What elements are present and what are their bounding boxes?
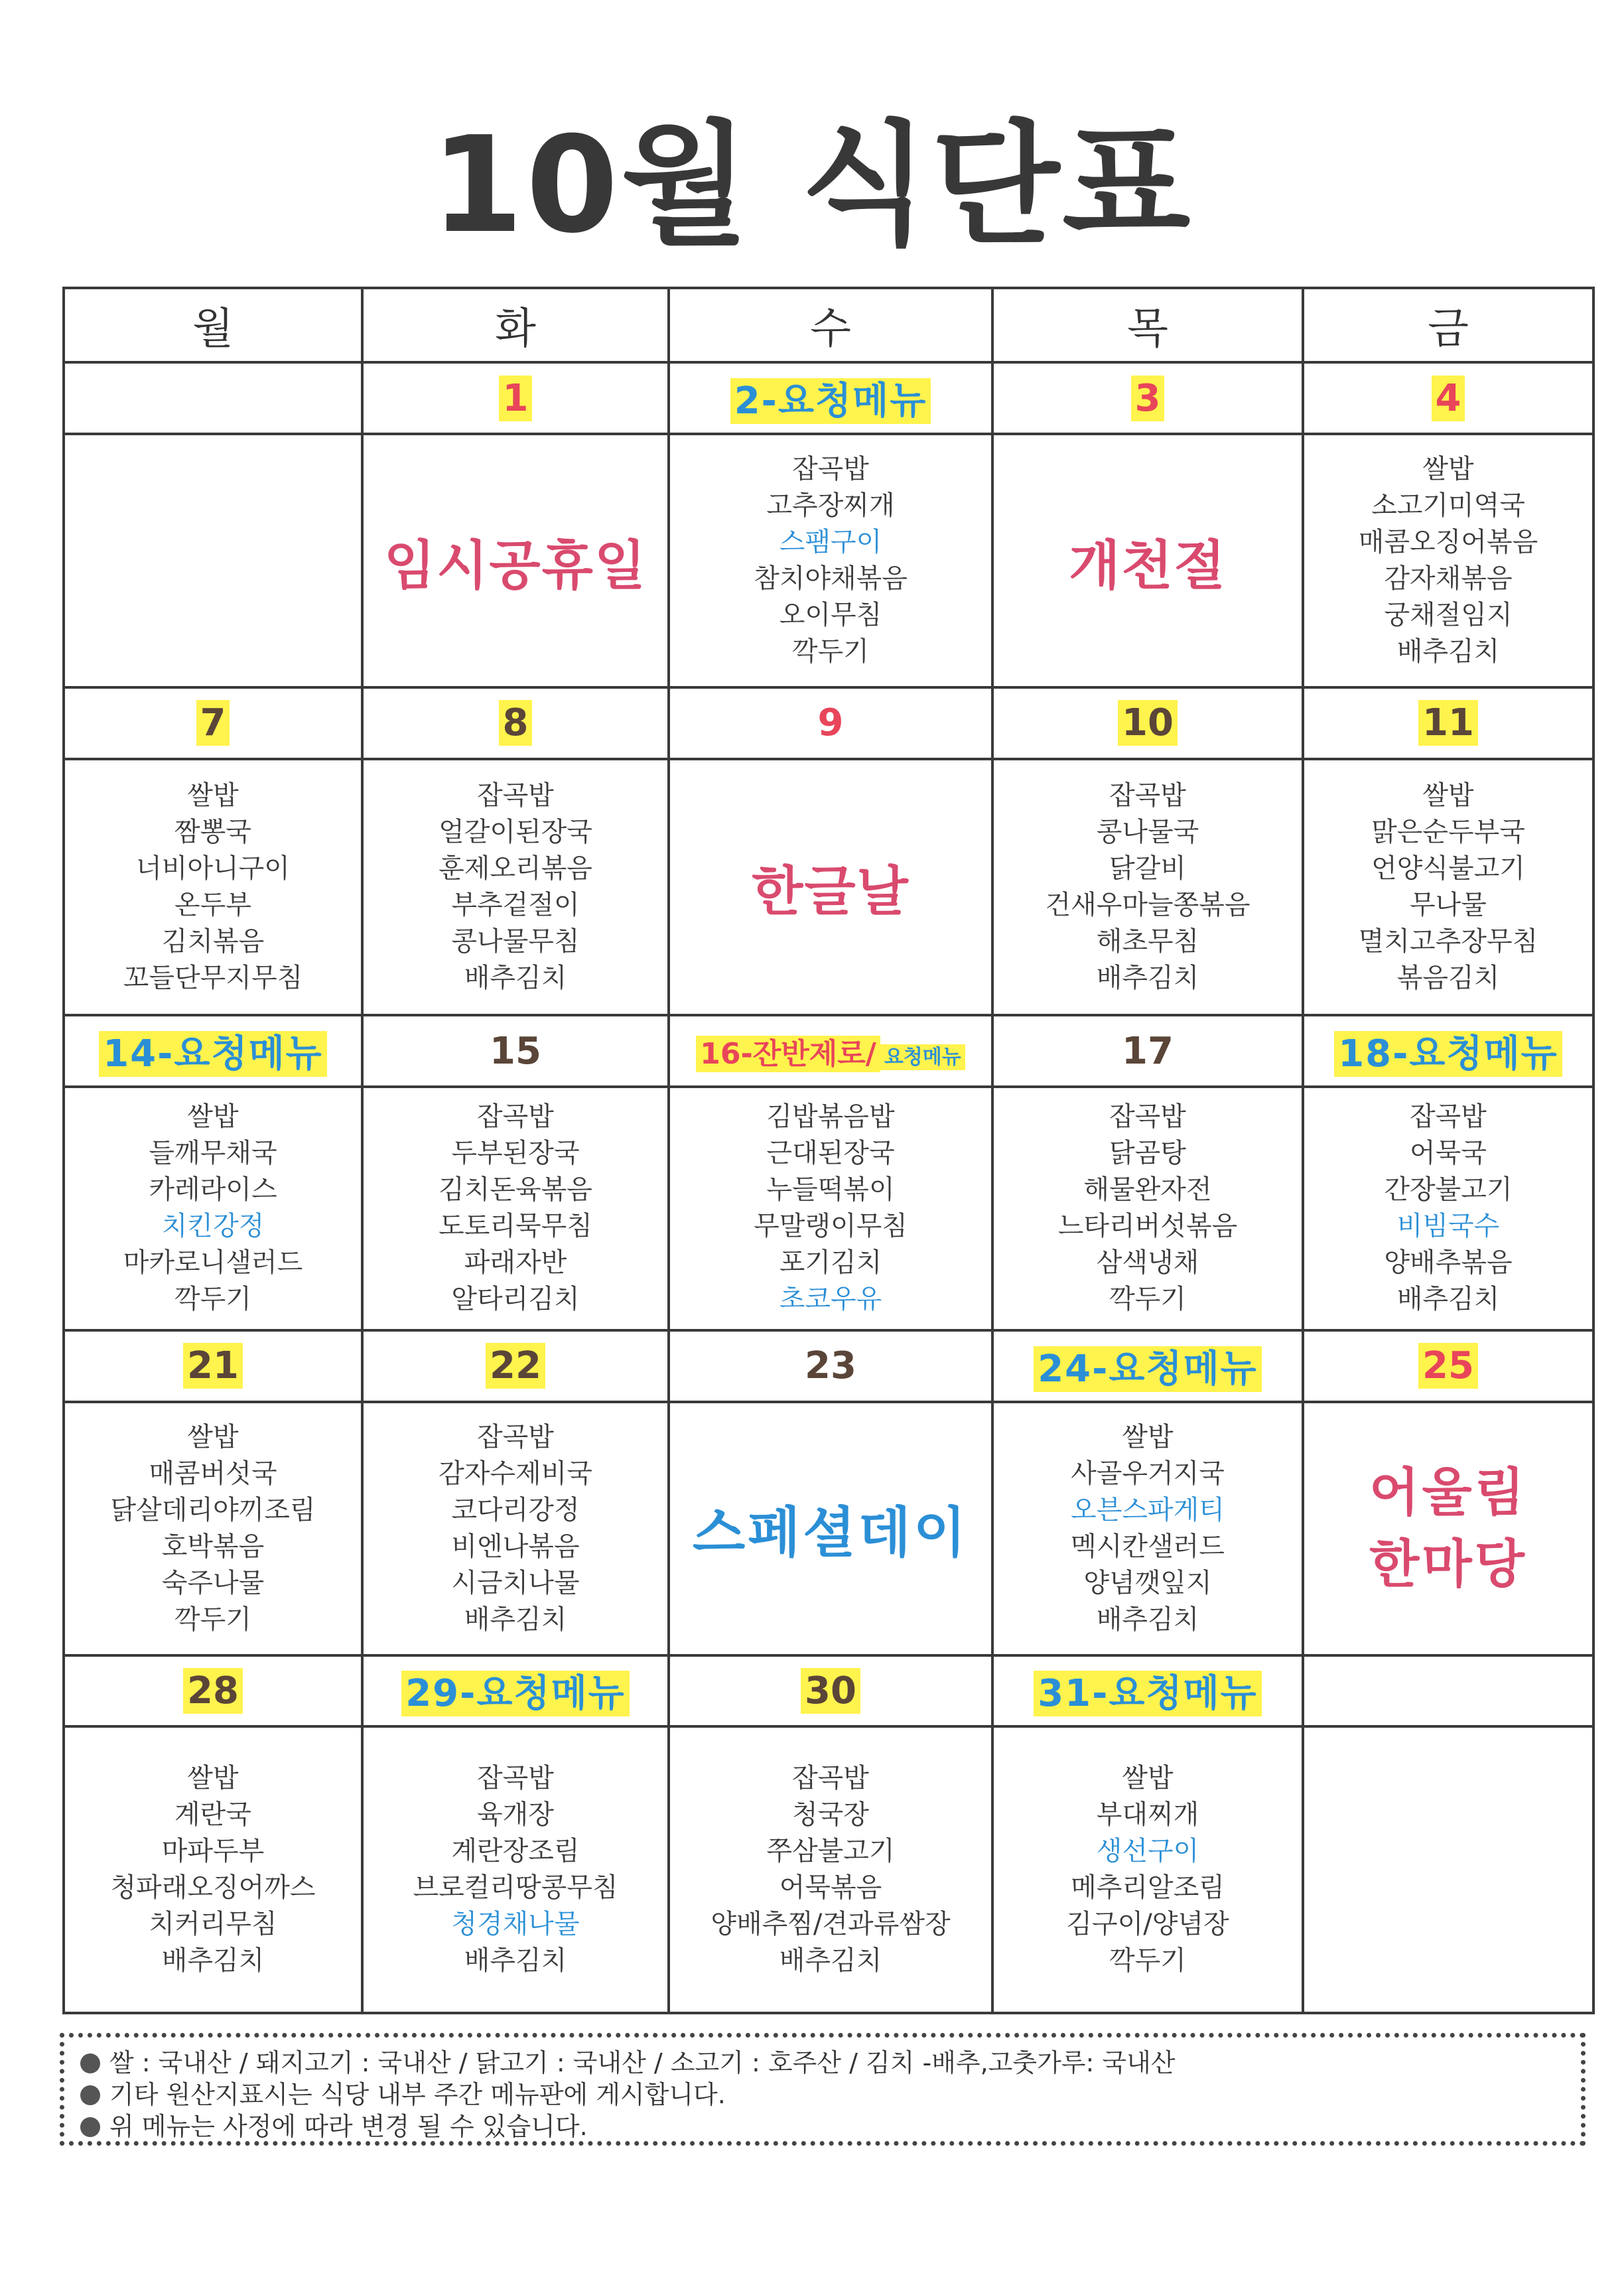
- menu-item: 마파두부: [161, 1836, 265, 1867]
- holiday-label: 한글날: [752, 861, 910, 923]
- date-cell: [992, 1655, 1303, 1727]
- menu-item: 파래자반: [464, 1247, 567, 1279]
- menu-item: 훈제오리볶음: [439, 853, 592, 884]
- menu-item: 계란국: [174, 1799, 251, 1831]
- menu-item: 볶음김치: [1396, 962, 1500, 993]
- menu-item: 간장불고기: [1384, 1174, 1513, 1206]
- date-cell: [64, 1330, 362, 1402]
- menu-item: 삼색냉채: [1096, 1247, 1199, 1279]
- holiday-label: 임시공휴일: [383, 534, 647, 596]
- menu-list: [364, 1760, 667, 1979]
- menu-item: 스팸구이: [779, 527, 882, 558]
- menu-item: 생선구이: [1096, 1836, 1199, 1867]
- date-label-extra: 요청메뉴: [880, 1044, 965, 1070]
- empty-cell: [1303, 1726, 1593, 2013]
- date-cell: [1303, 1330, 1593, 1402]
- menu-item: 부대찌개: [1096, 1799, 1199, 1831]
- note-origin: 쌀 : 국내산 / 돼지고기 : 국내산 / 닭고기 : 국내산 / 소고기 : 호주산 / 김치 -배추,고춧가루: 국내산: [80, 2047, 1565, 2079]
- menu-item: 콩나물무침: [451, 926, 580, 957]
- menu-list: [1304, 1099, 1592, 1318]
- page-title: 10월 식단표: [431, 108, 1193, 263]
- date-cell: [1303, 1015, 1593, 1087]
- weekday-mon: 월: [64, 288, 362, 362]
- event-cell: [1303, 1402, 1593, 1655]
- date-cell: [1303, 362, 1593, 434]
- holiday-cell: [669, 759, 992, 1015]
- menu-list: [65, 1419, 361, 1638]
- menu-item: 무말랭이무침: [754, 1211, 908, 1242]
- menu-item: 멕시칸샐러드: [1071, 1531, 1225, 1562]
- menu-item: 닭살데리야끼조림: [110, 1494, 316, 1525]
- menu-item: 소고기미역국: [1371, 490, 1525, 521]
- menu-item: 청국장: [792, 1799, 869, 1831]
- menu-item: 꼬들단무지무침: [123, 962, 303, 993]
- menu-item: 어묵국: [1410, 1138, 1487, 1169]
- menu-item: 치커리무침: [149, 1909, 277, 1940]
- menu-item: 맑은순두부국: [1371, 816, 1525, 847]
- menu-item: 배추김치: [1096, 962, 1199, 993]
- menu-cell: [992, 1726, 1303, 2013]
- menu-item: 포기김치: [779, 1247, 882, 1279]
- date-label: 8: [499, 700, 533, 746]
- bullet-icon: [80, 2085, 100, 2105]
- menu-cell: [669, 434, 992, 687]
- event-label-line1: 어울림: [1369, 1462, 1528, 1523]
- menu-item: 양배추볶음: [1384, 1247, 1513, 1279]
- menu-item: 비빔국수: [1396, 1211, 1500, 1242]
- bullet-icon: [80, 2053, 100, 2073]
- menu-item: 무나물: [1410, 889, 1487, 920]
- menu-item: 쌀밥: [187, 1763, 239, 1794]
- menu-item: 양배추찜/견과류쌈장: [710, 1909, 951, 1940]
- weekday-tue: 화: [362, 288, 669, 362]
- date-cell: [992, 687, 1303, 759]
- menu-item: 느타리버섯볶음: [1057, 1211, 1238, 1242]
- date-cell: [669, 362, 992, 434]
- date-cell: [669, 1015, 992, 1087]
- note-change: 위 메뉴는 사정에 따라 변경 될 수 있습니다.: [80, 2111, 1565, 2142]
- menu-item: 계란장조림: [451, 1836, 580, 1867]
- date-cell: [1303, 687, 1593, 759]
- menu-row: [64, 759, 1593, 1015]
- menu-item: 근대된장국: [766, 1138, 895, 1169]
- menu-cell: [1303, 759, 1593, 1015]
- menu-item: 배추김치: [1396, 636, 1500, 667]
- menu-item: 너비아니구이: [136, 853, 290, 884]
- menu-item: 누들떡볶이: [766, 1174, 895, 1206]
- date-label: 9: [817, 701, 844, 745]
- menu-item: 얼갈이된장국: [439, 816, 592, 847]
- menu-item: 배추김치: [1096, 1604, 1199, 1635]
- menu-item: 마카로니샐러드: [123, 1247, 303, 1279]
- menu-item: 쌀밥: [1422, 780, 1474, 811]
- menu-list: [65, 778, 361, 997]
- menu-list: [670, 1099, 991, 1318]
- menu-cell: [64, 759, 362, 1015]
- date-label: 7: [196, 700, 230, 746]
- menu-cell: [1303, 434, 1593, 687]
- menu-item: 궁채절임지: [1384, 600, 1513, 631]
- menu-list: [65, 1760, 361, 1979]
- menu-row: [64, 434, 1593, 687]
- menu-item: 잡곡밥: [792, 1763, 869, 1794]
- date-label: 24-요청메뉴: [1034, 1346, 1262, 1392]
- date-cell: [1303, 1655, 1593, 1727]
- date-label: 25: [1418, 1343, 1478, 1389]
- menu-cell: [362, 1402, 669, 1655]
- date-label: 28: [183, 1668, 243, 1714]
- menu-list: [1304, 778, 1592, 997]
- date-label: 29-요청메뉴: [401, 1671, 630, 1716]
- menu-item: 깍두기: [792, 636, 869, 667]
- date-cell: [64, 1015, 362, 1087]
- weekday-header-row: [64, 288, 1593, 362]
- menu-item: 잡곡밥: [1109, 1101, 1186, 1133]
- menu-item: 쌀밥: [187, 1421, 239, 1452]
- date-label: 4: [1432, 376, 1465, 421]
- menu-item: 닭갈비: [1109, 853, 1186, 884]
- menu-item: 김구이/양념장: [1066, 1909, 1229, 1940]
- date-cell: [362, 362, 669, 434]
- menu-item: 해물완자전: [1083, 1174, 1212, 1206]
- date-label: 10: [1118, 700, 1178, 746]
- menu-item: 깍두기: [1109, 1284, 1186, 1315]
- note-posting: 기타 원산지표시는 식당 내부 주간 메뉴판에 게시합니다.: [80, 2079, 1565, 2111]
- menu-cell: [669, 1726, 992, 2013]
- menu-cell: [669, 1087, 992, 1330]
- menu-item: 잡곡밥: [792, 454, 869, 485]
- menu-list: [65, 1099, 361, 1318]
- date-row: [64, 687, 1593, 759]
- menu-item: 시금치나물: [451, 1567, 580, 1598]
- menu-item: 감자채볶음: [1384, 563, 1513, 594]
- menu-item: 카레라이스: [149, 1174, 277, 1206]
- menu-item: 건새우마늘쫑볶음: [1045, 889, 1251, 920]
- menu-item: 김치돈육볶음: [439, 1174, 592, 1206]
- menu-item: 잡곡밥: [1410, 1101, 1487, 1133]
- menu-item: 참치야채볶음: [754, 563, 908, 594]
- notes-box: [60, 2033, 1586, 2146]
- date-cell: [992, 362, 1303, 434]
- date-label: 18-요청메뉴: [1334, 1031, 1562, 1077]
- menu-cell: [992, 1402, 1303, 1655]
- menu-cell: [992, 759, 1303, 1015]
- menu-item: 호박볶음: [161, 1531, 265, 1562]
- menu-item: 오이무침: [779, 600, 882, 631]
- menu-item: 메추리알조림: [1071, 1872, 1225, 1904]
- date-label: 3: [1131, 376, 1165, 421]
- menu-item: 온두부: [174, 889, 251, 920]
- date-label: 17: [1122, 1029, 1174, 1073]
- menu-item: 청파래오징어까스: [110, 1872, 316, 1904]
- menu-item: 육개장: [477, 1799, 554, 1831]
- menu-list: [994, 1760, 1302, 1979]
- menu-item: 김치볶음: [161, 926, 265, 957]
- menu-item: 쌀밥: [1122, 1763, 1174, 1794]
- menu-cell: [1303, 1087, 1593, 1330]
- menu-item: 배추김치: [464, 962, 567, 993]
- date-label: 23: [805, 1344, 856, 1388]
- menu-item: 깍두기: [174, 1284, 251, 1315]
- menu-item: 쭈삼불고기: [766, 1836, 895, 1867]
- date-cell: [362, 1655, 669, 1727]
- date-cell: [669, 1655, 992, 1727]
- date-cell: [64, 362, 362, 434]
- date-label: 14-요청메뉴: [99, 1031, 327, 1077]
- menu-item: 언양식불고기: [1371, 853, 1525, 884]
- menu-cell: [362, 1087, 669, 1330]
- date-cell: [362, 1015, 669, 1087]
- menu-item: 잡곡밥: [477, 1763, 554, 1794]
- menu-item: 들깨무채국: [149, 1138, 277, 1169]
- menu-item: 쌀밥: [1122, 1421, 1174, 1452]
- menu-list: [670, 451, 991, 670]
- menu-item: 쌀밥: [1422, 454, 1474, 485]
- menu-item: 배추김치: [464, 1945, 567, 1977]
- menu-item: 배추김치: [161, 1945, 265, 1977]
- menu-list: [994, 778, 1302, 997]
- menu-cell: [64, 1087, 362, 1330]
- menu-list: [364, 1419, 667, 1638]
- weekday-wed: 수: [669, 288, 992, 362]
- menu-item: 어묵볶음: [779, 1872, 882, 1904]
- menu-item: 사골우거지국: [1071, 1458, 1225, 1489]
- date-cell: [64, 1655, 362, 1727]
- menu-item: 감자수제비국: [439, 1458, 592, 1489]
- date-cell: [362, 687, 669, 759]
- menu-item: 배추김치: [464, 1604, 567, 1635]
- menu-item: 깍두기: [174, 1604, 251, 1635]
- menu-item: 매콤버섯국: [149, 1458, 277, 1489]
- menu-item: 부추겉절이: [451, 889, 580, 920]
- date-label: 2-요청메뉴: [730, 378, 931, 424]
- date-cell: [64, 687, 362, 759]
- menu-item: 김밥볶음밥: [766, 1101, 895, 1133]
- menu-row: [64, 1087, 1593, 1330]
- menu-list: [670, 1760, 991, 1979]
- date-label: 21: [183, 1343, 243, 1389]
- menu-item: 콩나물국: [1096, 816, 1199, 847]
- menu-item: 짬뽕국: [174, 816, 251, 847]
- menu-item: 양념깻잎지: [1083, 1567, 1212, 1598]
- date-label: 15: [490, 1029, 541, 1073]
- special-day-label: 스페셜데이: [692, 1501, 969, 1565]
- menu-item: 잡곡밥: [477, 1421, 554, 1452]
- menu-item: 초코우유: [779, 1284, 882, 1315]
- menu-cell: [362, 1726, 669, 2013]
- menu-item: 잡곡밥: [477, 1101, 554, 1133]
- menu-item: 해초무침: [1096, 926, 1199, 957]
- menu-row: [64, 1726, 1593, 2013]
- menu-item: 브로컬리땅콩무침: [413, 1872, 618, 1904]
- weekday-fri: 금: [1303, 288, 1593, 362]
- date-row: [64, 1330, 1593, 1402]
- menu-row: [64, 1402, 1593, 1655]
- menu-item: 깍두기: [1109, 1945, 1186, 1977]
- event-label-line2: 한마당: [1369, 1534, 1528, 1594]
- date-label: 11: [1418, 700, 1478, 746]
- date-cell: [362, 1330, 669, 1402]
- menu-item: 고추장찌개: [766, 490, 895, 521]
- menu-calendar: [62, 287, 1595, 2014]
- menu-item: 닭곰탕: [1109, 1138, 1186, 1169]
- menu-cell: [64, 1402, 362, 1655]
- date-cell: [992, 1330, 1303, 1402]
- holiday-cell: [992, 434, 1303, 687]
- holiday-cell: [362, 434, 669, 687]
- menu-item: 코다리강정: [451, 1494, 580, 1525]
- menu-list: [364, 1099, 667, 1318]
- date-cell: [669, 1330, 992, 1402]
- date-label: 16-잔반제로/: [696, 1036, 880, 1072]
- menu-item: 알타리김치: [451, 1284, 580, 1315]
- menu-cell: [64, 1726, 362, 2013]
- menu-item: 매콤오징어볶음: [1358, 527, 1538, 558]
- menu-item: 숙주나물: [161, 1567, 265, 1598]
- menu-cell: [362, 759, 669, 1015]
- menu-list: [1304, 451, 1592, 670]
- menu-item: 쌀밥: [187, 1101, 239, 1133]
- date-cell: [992, 1015, 1303, 1087]
- menu-item: 오븐스파게티: [1071, 1494, 1225, 1525]
- date-row: [64, 1015, 1593, 1087]
- menu-item: 청경채나물: [451, 1909, 580, 1940]
- date-label: 22: [486, 1343, 545, 1389]
- bullet-icon: [80, 2117, 100, 2137]
- menu-cell: [992, 1087, 1303, 1330]
- weekday-thu: 목: [992, 288, 1303, 362]
- menu-item: 배추김치: [779, 1945, 882, 1977]
- menu-item: 치킨강정: [161, 1211, 265, 1242]
- empty-cell: [64, 434, 362, 687]
- special-day-cell: [669, 1402, 992, 1655]
- date-label: 30: [801, 1668, 860, 1714]
- holiday-label: 개천절: [1069, 534, 1227, 596]
- menu-item: 멸치고추장무침: [1358, 926, 1538, 957]
- menu-item: 두부된장국: [451, 1138, 580, 1169]
- date-row: [64, 1655, 1593, 1727]
- menu-item: 쌀밥: [187, 780, 239, 811]
- menu-item: 배추김치: [1396, 1284, 1500, 1315]
- menu-list: [994, 1419, 1302, 1638]
- date-label: 31-요청메뉴: [1034, 1671, 1262, 1716]
- menu-list: [364, 778, 667, 997]
- menu-item: 잡곡밥: [1109, 780, 1186, 811]
- menu-item: 도토리묵무침: [439, 1211, 592, 1242]
- menu-item: 비엔나볶음: [451, 1531, 580, 1562]
- date-cell: [669, 687, 992, 759]
- menu-list: [994, 1099, 1302, 1318]
- date-label: 1: [499, 376, 533, 421]
- menu-item: 잡곡밥: [477, 780, 554, 811]
- date-row: [64, 362, 1593, 434]
